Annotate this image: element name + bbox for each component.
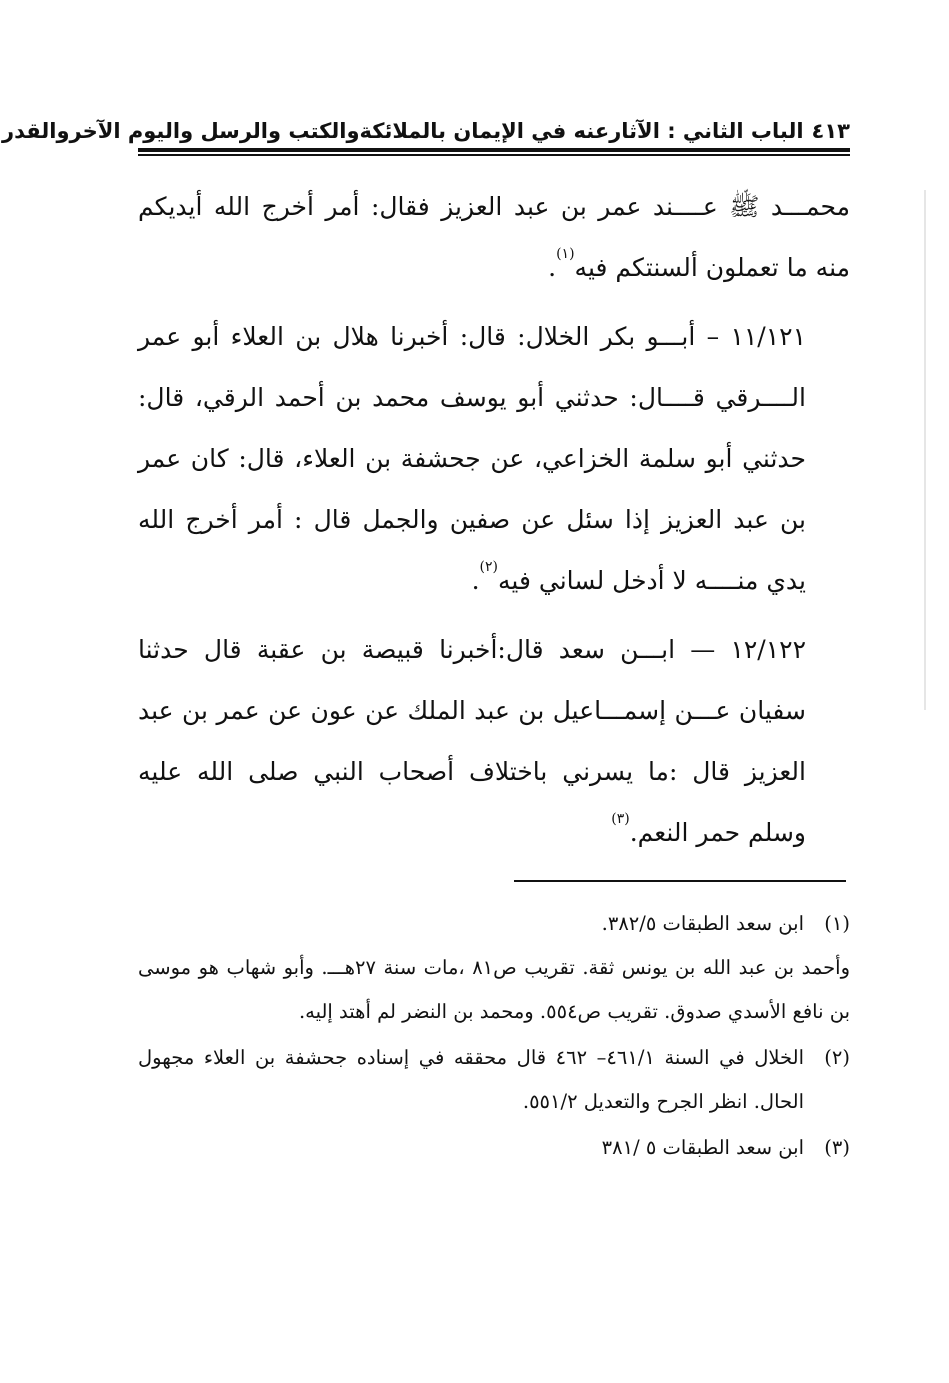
footnote-line: ابن سعد الطبقات ٥ /٣٨١ (601, 1136, 804, 1159)
paragraph-1: محمـــد ﷺ عــــند عمر بن عبد العزيز فقال: أمر أخرج الله أيديكم منه ما تعملون ألسنتكم فيه$^{(١)}$. (138, 192, 850, 282)
footnote-1 (138, 902, 850, 1034)
footnote-separator (514, 880, 846, 882)
page-number: ٤١٣ (811, 119, 850, 143)
footnote-ref-1: (١) (556, 245, 575, 262)
footnote-line: وأحمد بن عبد الله بن يونس ثقة. تقريب ص٨١ ،مات سنة ٢٧هـــ. وأبو شهاب هو موسى بن نافع الأسدي صدوق. تقريب ص٥٥٤. ومحمد بن النضر لم أهتد إليه. (138, 956, 850, 1023)
header-rule-thick (138, 148, 850, 152)
footnote-ref-2: (٢) (479, 558, 499, 575)
footnote-3 (138, 1126, 850, 1170)
header-rule-thin (138, 154, 850, 156)
footnote-number: (٣) (824, 1136, 850, 1159)
footnote-ref-3: (٣) (611, 810, 630, 827)
footnote-number: (١) (824, 912, 850, 935)
paragraph-3: ١٢/١٢٢ — ابـــن سعد قال:أخبرنا قبيصة بن عقبة قال حدثنا سفيان عـــن إسمـــاعيل بن عبد الملك عن عون عن عمر بن عبد العزيز قال :ما يسرني باختلاف أصحاب النبي صلى الله عليه وسلم حمر النعم.$^{(٣)}$ (138, 635, 806, 847)
scan-edge-mark (924, 190, 926, 710)
footnote-line: الخلال في السنة ٤٦١/١– ٤٦٢ قال محققه في إسناده جحشفة بن العلاء مجهول الحال. انظر الجرح والتعديل ٥٥١/٢. (138, 1046, 804, 1113)
main-text (138, 176, 850, 863)
footnotes (138, 902, 850, 1170)
running-header (2, 116, 850, 146)
paragraph-2: ١١/١٢١ – أبـــو بكر الخلال: قال: أخبرنا هلال بن العلاء أبو عمر الــــرقي قــــال: حدثني أبو يوسف محمد بن أحمد الرقي، قال: حدثني أبو سلمة الخزاعي، عن جحشفة بن العلاء، قال: كان عمر بن عبد العزيز إذا سئل عن صفين والجمل قال : أمر أخرج الله يدي منــــه لا أدخل لساني فيه$^{(٢)}$. (138, 322, 806, 595)
footnote-line: ابن سعد الطبقات ٣٨٢/٥. (601, 912, 804, 935)
footnote-number: (٢) (824, 1046, 850, 1069)
chapter-title: الباب الثاني : الآثارعنه في الإيمان بالملائكةوالكتب والرسل واليوم الآخروالقدر (2, 119, 804, 143)
footnote-2 (138, 1036, 850, 1124)
